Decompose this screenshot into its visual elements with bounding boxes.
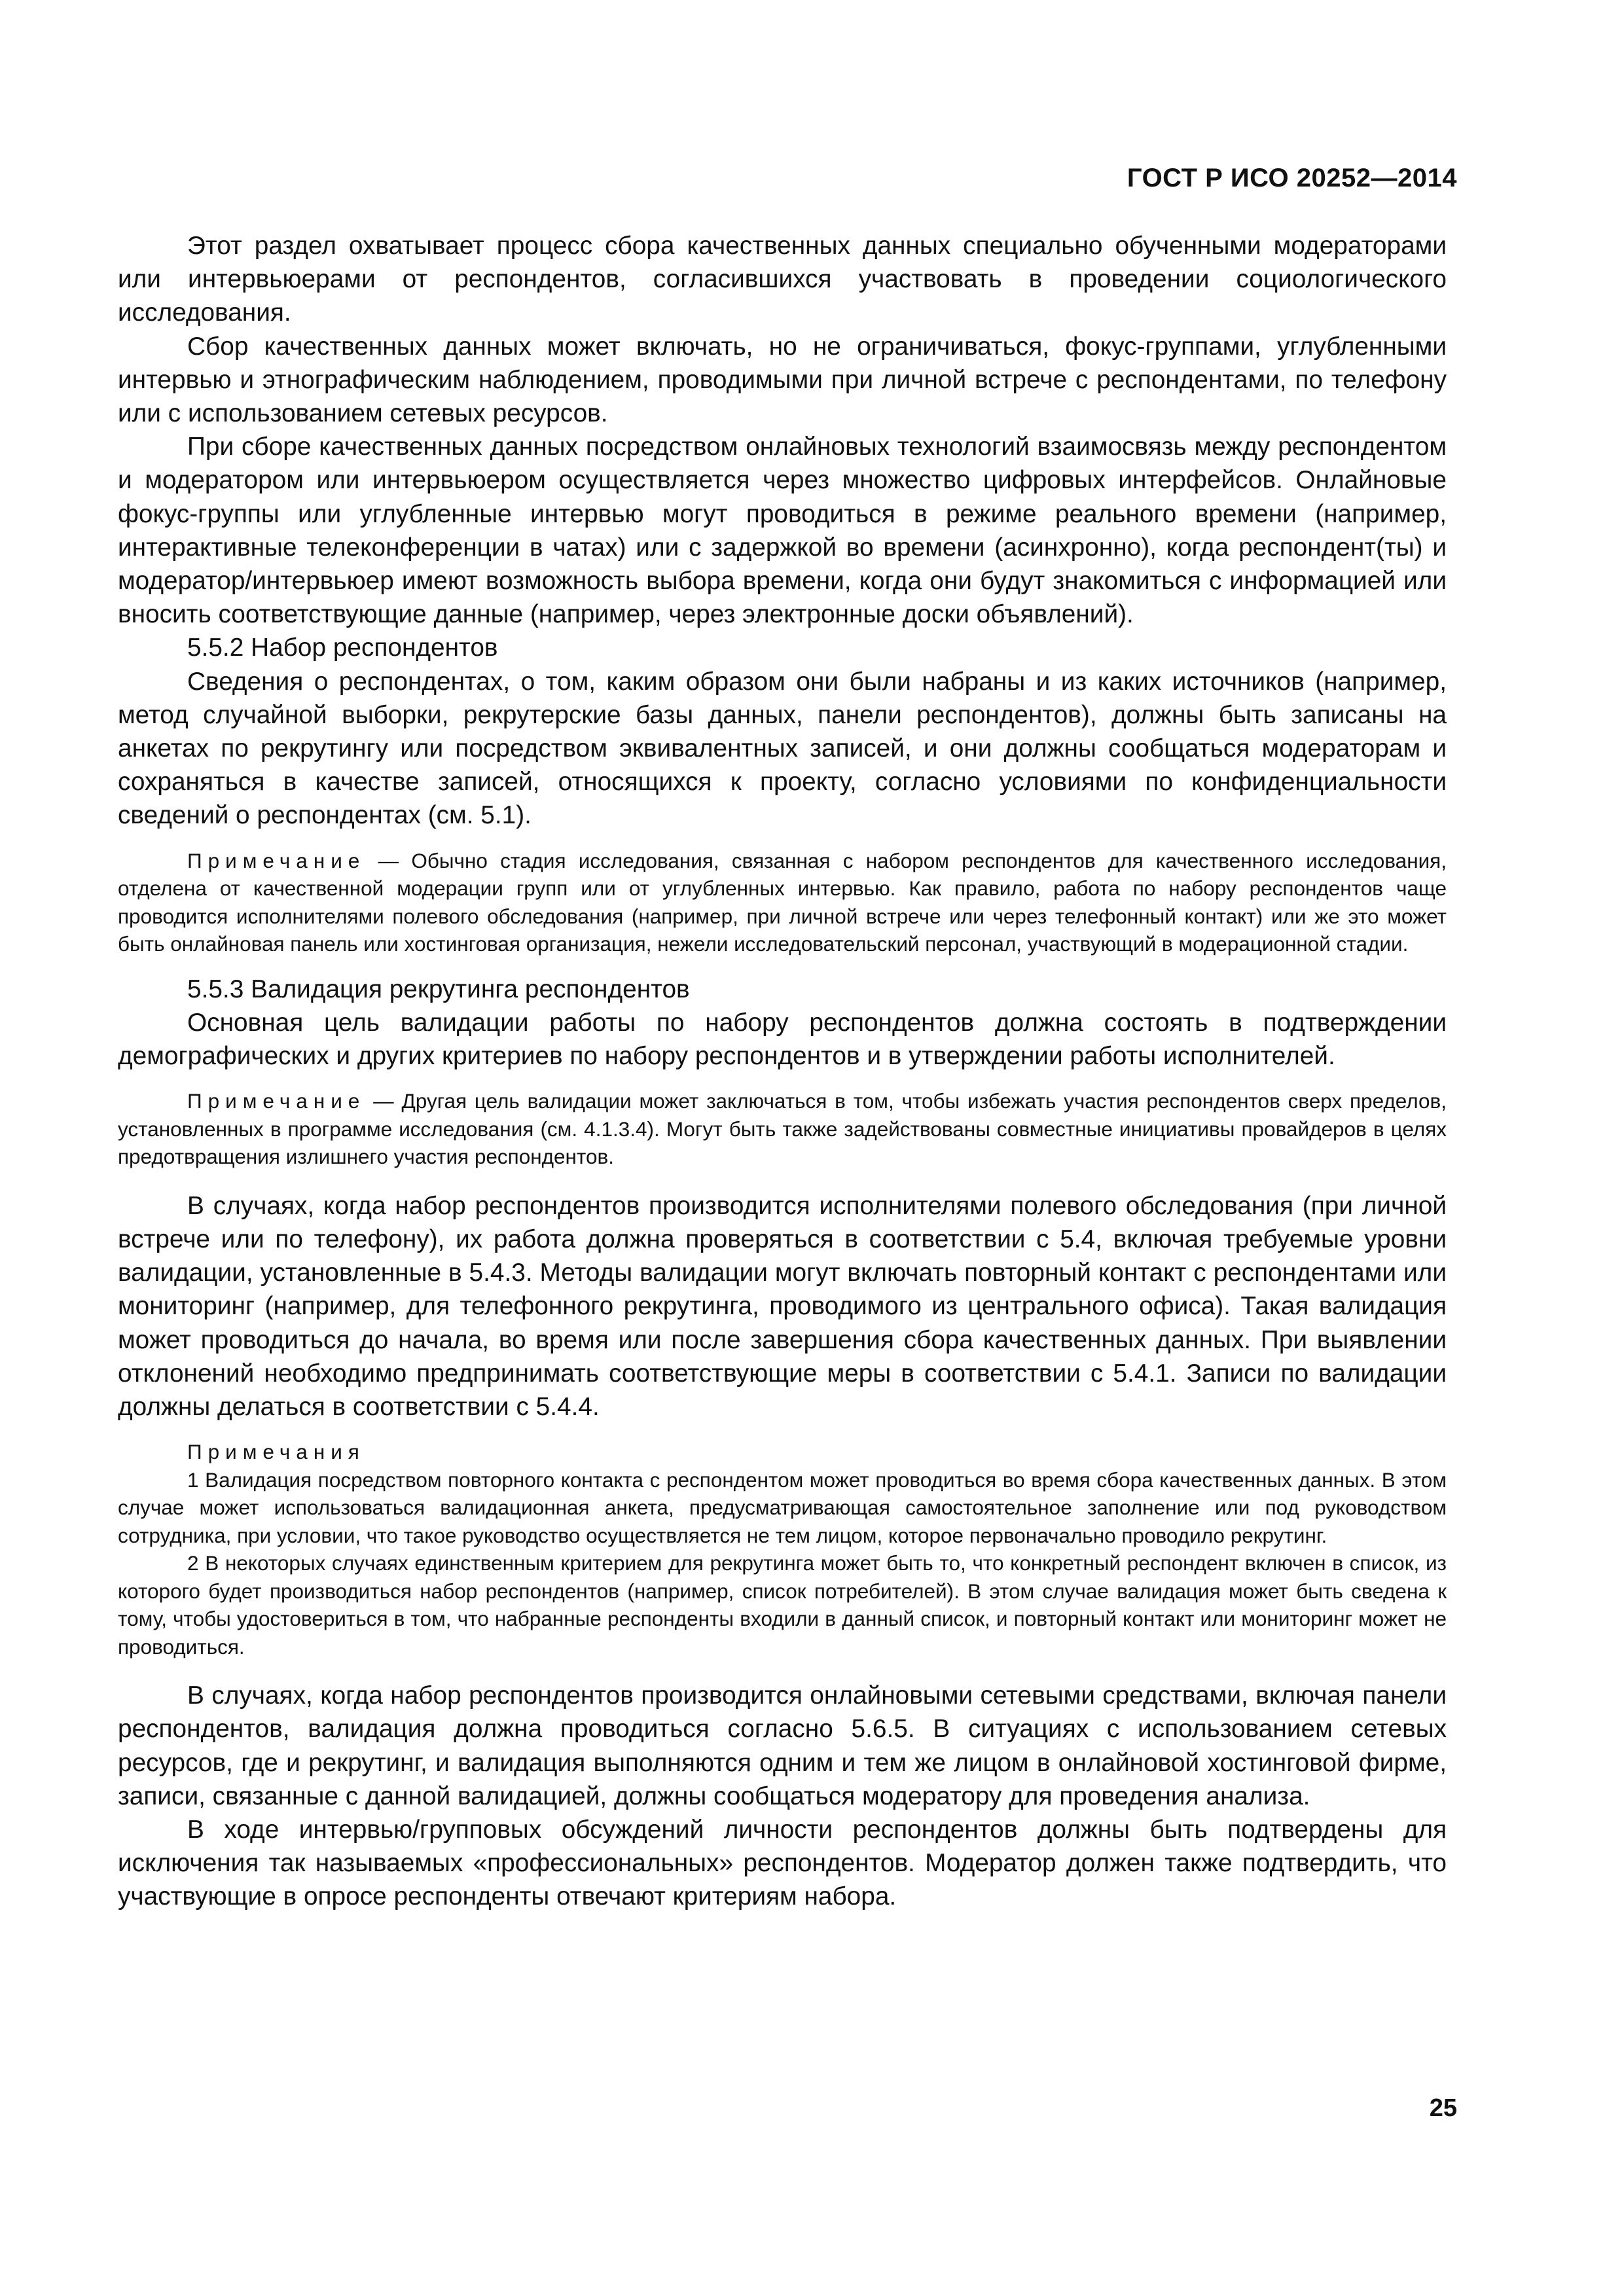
note-label: Примечание (187, 1089, 366, 1113)
note-recruitment-stage (118, 847, 1447, 958)
paragraph-collection-methods: Сбор качественных данных может включать, но не ограничиваться, фокус-группами, углубленными интервью и этнографическим наблюдением, проводимыми при личной встрече с респондентами, по телефону или с использованием сетевых ресурсов. (118, 332, 1447, 428)
paragraph-section-scope: Этот раздел охватывает процесс сбора качественных данных специально обученными модераторами или интервьюерами от респондентов, согласившихся участвовать в проведении социологического исследования. (118, 232, 1447, 327)
document-designation: ГОСТ Р ИСО 20252—2014 (1127, 164, 1457, 192)
paragraph-field-validation: В случаях, когда набор респондентов производится исполнителями полевого обследования (при личной встрече или по телефону), их работа должна проверяться в соответствии с 5.4, включая требуемые уровни валидации, установленные в 5.4.3. Методы валидации могут включать повторный контакт с респондентами или мониторинг (например, для телефонного рекрутинга, проводимого из центрального офиса). Такая валидация может проводиться до начала, во время или после завершения сбора качественных данных. При выявлении отклонений необходимо предпринимать соответствующие меры в соответствии с 5.4.1. Записи по валидации должны делаться в соответствии с 5.4.4. (118, 1191, 1447, 1421)
paragraph-identity-confirmation: В ходе интервью/групповых обсуждений личности респондентов должны быть подтвердены для исключения так называемых «профессиональных» респондентов. Модератор должен также подтвердить, что участвующие в опросе респонденты отвечают критериям набора. (118, 1816, 1447, 1911)
page-number: 25 (1429, 2094, 1457, 2122)
note-2-list-criterion: 2 В некоторых случаях единственным критерием для рекрутинга может быть то, что конкретный респондент включен в список, из которого будет производиться набор респондентов (например, список потребителей). В этом случае валидация может быть сведена к тому, чтобы удостовериться в том, что набранные респонденты входили в данный список, и повторный контакт или мониторинг может не проводиться. (118, 1551, 1447, 1659)
notes-title: Примечания (187, 1440, 365, 1464)
note-validation-purpose (118, 1087, 1447, 1171)
note-text: — Другая цель валидации может заключаться в том, чтобы избежать участия респондентов сверх пределов, установленных в программе исследования (см. 4.1.3.4). Могут быть также задействованы совместные инициативы провайдеров в целях предотвращения излишнего участия респондентов. (118, 1089, 1447, 1169)
paragraph-online-recruitment: В случаях, когда набор респондентов производится онлайновыми сетевыми средствами, включая панели респондентов, валидация должна проводиться согласно 5.6.5. В ситуациях с использованием сетевых ресурсов, где и рекрутинг, и валидация выполняются одним и тем же лицом в онлайновой хостинговой фирме, записи, связанные с данной валидацией, должны сообщаться модератору для проведения анализа. (118, 1681, 1447, 1810)
note-text: — Обычно стадия исследования, связанная с набором респондентов для качественного исследования, отделена от качественной модерации групп или от углубленных интервью. Как правило, работа по набору респондентов чаще проводится исполнителями полевого обследования (например, при личной встрече или через телефонный контакт) или же это может быть онлайновая панель или хостинговая организация, нежели исследовательский персонал, участвующий в модерационной стадии. (118, 848, 1447, 956)
note-1-recontact: 1 Валидация посредством повторного контакта с респондентом может проводиться во время сбора качественных данных. В этом случае может использоваться валидационная анкета, предусматривающая самостоятельное заполнение или под руководством сотрудника, при условии, что такое руководство осуществляется не тем лицом, которое первоначально проводило рекрутинг. (118, 1467, 1447, 1547)
section-heading-5-5-3: 5.5.3 Валидация рекрутинга респондентов (187, 975, 690, 1003)
note-label: Примечание (187, 848, 366, 872)
paragraph-validation-goal: Основная цель валидации работы по набору респондентов должна состоять в подтверждении демографических и других критериев по набору респондентов и в утверждении работы исполнителей. (118, 1008, 1447, 1071)
section-heading-5-5-2: 5.5.2 Набор респондентов (187, 634, 498, 662)
paragraph-online-technologies: При сборе качественных данных посредством онлайновых технологий взаимосвязь между респондентом и модератором или интервьюером осуществляется через множество цифровых интерфейсов. Онлайновые фокус-группы или углубленные интервью могут проводиться в режиме реального времени (например, интерактивные телеконференции в чатах) или с задержкой во времени (асинхронно), когда респондент(ты) и модератор/интервьюер имеют возможность выбора времени, когда они будут знакомиться с информацией или вносить соответствующие данные (например, через электронные доски объявлений). (118, 433, 1447, 629)
page-body (118, 229, 1447, 1914)
paragraph-respondent-records: Сведения о респондентах, о том, каким образом они были набраны и из каких источников (например, метод случайной выборки, рекрутерские базы данных, панели респондентов), должны быть записаны на анкетах по рекрутингу или посредством эквивалентных записей, и они должны сообщаться модераторам и сохраняться в качестве записей, относящихся к проекту, согласно условиями по конфиденциальности сведений о респондентах (см. 5.1). (118, 667, 1447, 830)
